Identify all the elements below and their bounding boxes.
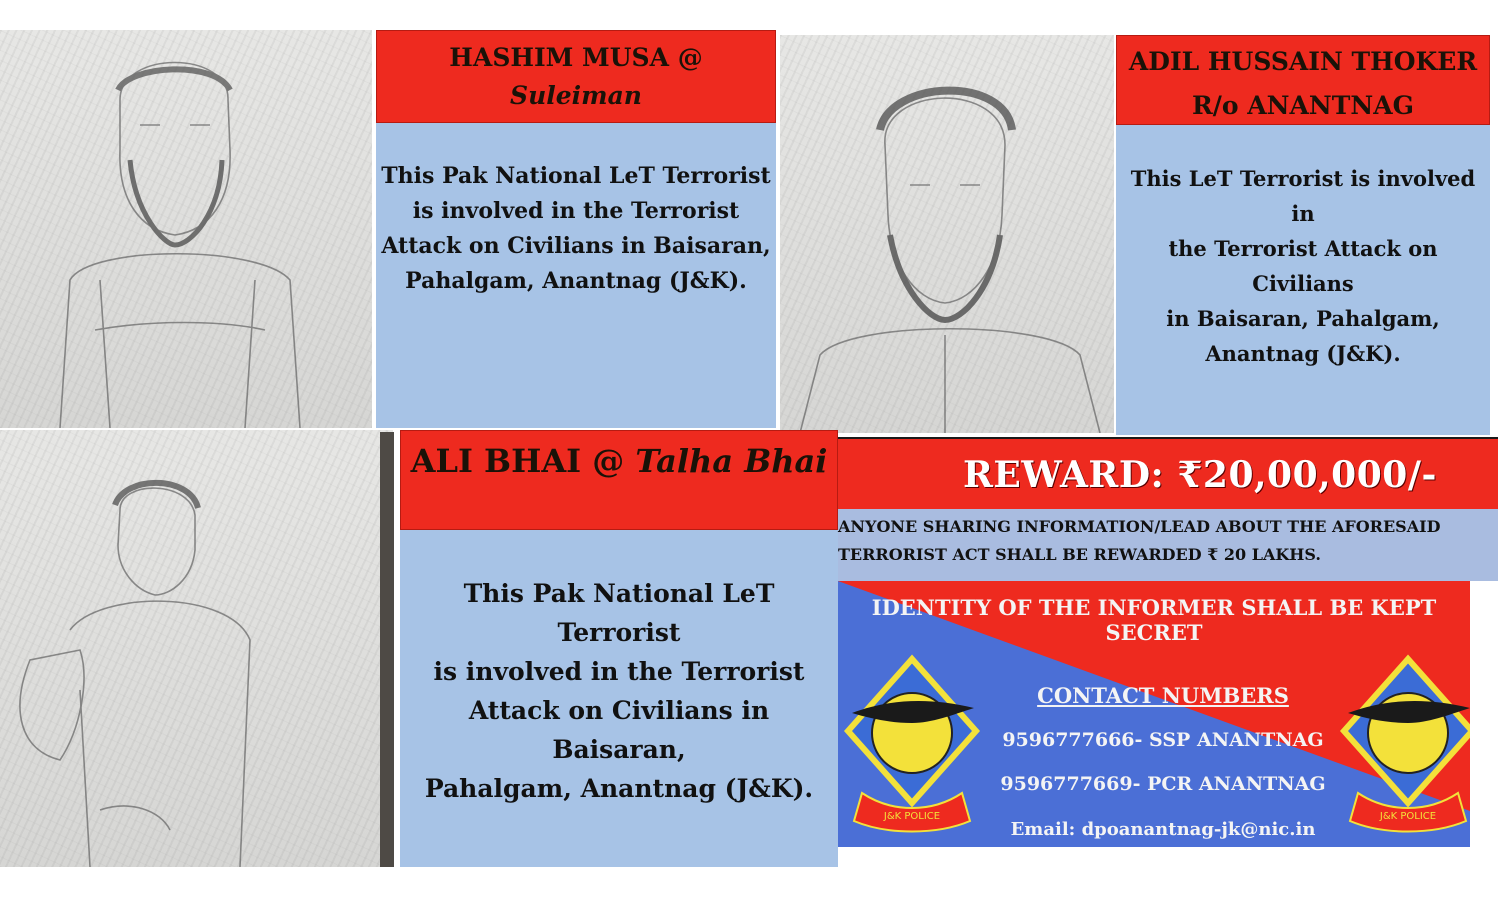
name-header-ali-bhai: [400, 430, 838, 530]
description-box-adil-thoker: [1116, 125, 1490, 435]
alias-talha-bhai: Talha Bhai: [635, 442, 828, 480]
sketch-adil-hussain-thoker: [780, 35, 1114, 433]
name-adil-hussain-thoker: ADIL HUSSAIN THOKER: [1128, 47, 1478, 76]
contact-pcr-anantnag[interactable]: 9596777669- PCR ANANTNAG: [1000, 773, 1326, 795]
portrait-sketch-3: [0, 430, 393, 867]
description-ali-bhai: This Pak National LeT Terrorist is involved in the Terrorist Attack on Civilians in Baisaran, Pahalgam, Anantnag (J&K).: [424, 579, 814, 803]
jk-police-emblem-left: [842, 653, 982, 843]
identity-secret-notice: IDENTITY OF THE INFORMER SHALL BE KEPT SECRET: [871, 595, 1437, 645]
contact-numbers-heading: CONTACT NUMBERS: [1037, 683, 1289, 708]
reward-amount: REWARD: ₹20,00,000/-: [963, 454, 1437, 496]
contact-ssp-anantnag[interactable]: 9596777666- SSP ANANTNAG: [1002, 729, 1324, 751]
name-ali-bhai: ALI BHAI @: [410, 442, 625, 480]
contact-panel: [838, 581, 1470, 847]
reward-info-box: [838, 509, 1498, 581]
description-box-hashim-musa: [376, 123, 776, 428]
description-box-ali-bhai: [400, 530, 838, 867]
name-header-hashim-musa: [376, 30, 776, 123]
residence-anantnag: R/o ANANTNAG: [1192, 91, 1414, 120]
reward-info-line-2: TERRORIST ACT SHALL BE REWARDED ₹ 20 LAKHS.: [838, 545, 1321, 564]
portrait-sketch-2: [780, 35, 1114, 433]
emblem-text-left: J&K POLICE: [883, 811, 941, 822]
portrait-sketch-1: [0, 30, 372, 428]
name-header-adil-thoker: [1116, 35, 1490, 125]
jk-police-emblem-right: [1338, 653, 1470, 843]
reward-header: [838, 437, 1498, 509]
description-adil-thoker: This LeT Terrorist is involved in the Terrorist Attack on Civilians in Baisaran, Pahalgam, Anantnag (J&K).: [1130, 166, 1476, 366]
alias-suleiman: Suleiman: [510, 81, 642, 110]
name-hashim-musa: HASHIM MUSA @: [449, 43, 703, 72]
contact-email[interactable]: Email: dpoanantnag-jk@nic.in: [1010, 819, 1316, 840]
sketch-divider: [380, 432, 394, 867]
emblem-text-right: J&K POLICE: [1379, 811, 1437, 822]
reward-info-line-1: ANYONE SHARING INFORMATION/LEAD ABOUT THE AFORESAID: [838, 517, 1441, 536]
sketch-hashim-musa: [0, 30, 372, 428]
sketch-ali-bhai: [0, 430, 393, 867]
description-hashim-musa: This Pak National LeT Terrorist is involved in the Terrorist Attack on Civilians in Baisaran, Pahalgam, Anantnag (J&K).: [381, 163, 771, 294]
